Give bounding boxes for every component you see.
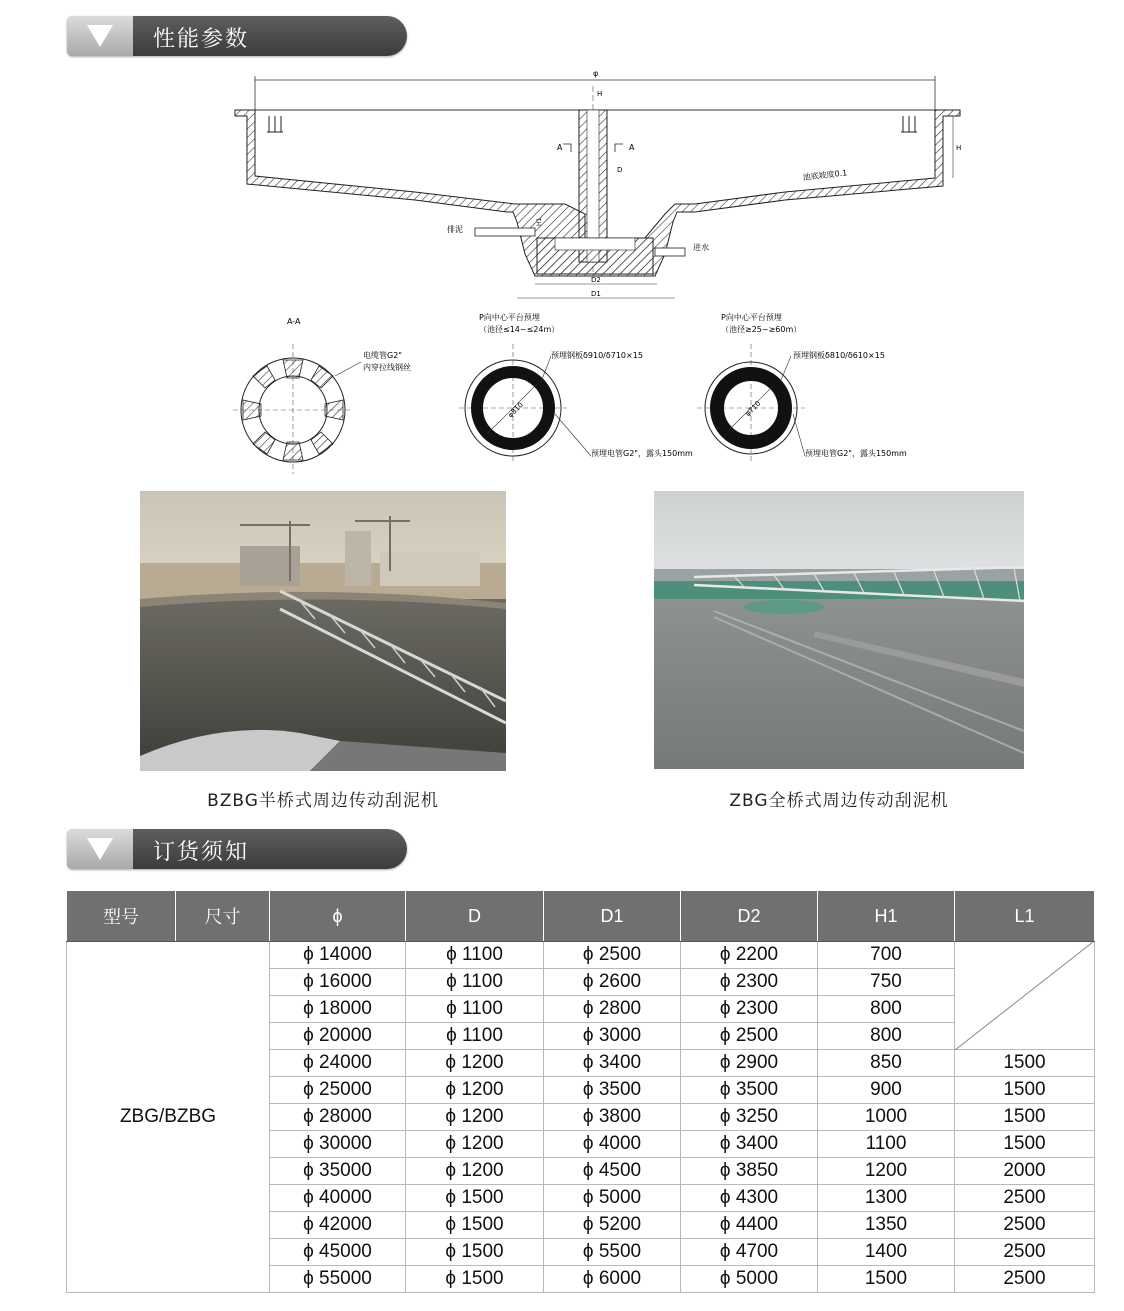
table-cell: 1350: [818, 1212, 955, 1239]
h1-label: H1: [536, 217, 543, 226]
header-size: 尺寸: [176, 891, 270, 942]
header-model: 型号: [67, 891, 176, 942]
table-cell: 2500: [955, 1239, 1095, 1266]
table-cell: ϕ 3800: [544, 1104, 681, 1131]
table-cell: 1100: [818, 1131, 955, 1158]
table-cell: ϕ 3400: [544, 1050, 681, 1077]
header-d: D: [406, 891, 544, 942]
table-cell: ϕ 1100: [406, 1023, 544, 1050]
table-cell: ϕ 1200: [406, 1077, 544, 1104]
triangle-down-icon: [87, 25, 113, 47]
table-cell: ϕ 1500: [406, 1212, 544, 1239]
table-cell: 750: [818, 969, 955, 996]
header-d1: D1: [544, 891, 681, 942]
d-mark-label: D: [617, 166, 623, 174]
table-cell: 2500: [955, 1185, 1095, 1212]
table-cell: ϕ 4500: [544, 1158, 681, 1185]
table-cell: 1200: [818, 1158, 955, 1185]
table-cell: 800: [818, 1023, 955, 1050]
section-header-performance: [67, 16, 407, 56]
table-cell: ϕ 4700: [681, 1239, 818, 1266]
table-cell: ϕ 24000: [270, 1050, 406, 1077]
table-cell: ϕ 2900: [681, 1050, 818, 1077]
table-cell: ϕ 1500: [406, 1185, 544, 1212]
table-cell: ϕ 1500: [406, 1266, 544, 1293]
table-cell: ϕ 1100: [406, 996, 544, 1023]
table-row: [67, 942, 1095, 969]
mid-title2: （池径≤14~≤24m）: [479, 325, 560, 334]
mid-title1: P向中心平台预埋: [479, 313, 540, 322]
table-cell: ϕ 5200: [544, 1212, 681, 1239]
table-cell: ϕ 4000: [544, 1131, 681, 1158]
table-cell: ϕ 4300: [681, 1185, 818, 1212]
outlet-label: 排泥: [447, 225, 463, 234]
table-cell: 2000: [955, 1158, 1095, 1185]
table-cell: ϕ 3250: [681, 1104, 818, 1131]
table-cell: ϕ 5500: [544, 1239, 681, 1266]
right-title2: （池径≥25~≥60m）: [721, 325, 802, 334]
caption-full-bridge: ZBG全桥式周边传动刮泥机: [729, 791, 949, 811]
table-cell: ϕ 30000: [270, 1131, 406, 1158]
table-cell: ϕ 5000: [544, 1185, 681, 1212]
table-cell: 1500: [955, 1131, 1095, 1158]
table-cell: ϕ 1200: [406, 1158, 544, 1185]
aa-note1: 电缆管G2": [363, 351, 402, 360]
table-cell: 1500: [955, 1050, 1095, 1077]
triangle-icon-box: [67, 16, 133, 56]
aa-note2: 内穿拉线钢丝: [363, 363, 411, 372]
mid-ring-drawing: [459, 344, 591, 464]
table-cell: 900: [818, 1077, 955, 1104]
right-note1: 预埋钢板δ810/δ610×15: [793, 351, 885, 360]
d2-label: D2: [591, 276, 601, 284]
table-cell: ϕ 3400: [681, 1131, 818, 1158]
table-cell: ϕ 55000: [270, 1266, 406, 1293]
caption-half-bridge: BZBG半桥式周边传动刮泥机: [207, 791, 439, 811]
table-cell: ϕ 2300: [681, 969, 818, 996]
table-cell: ϕ 2300: [681, 996, 818, 1023]
table-cell: ϕ 16000: [270, 969, 406, 996]
header-phi: ϕ: [270, 891, 406, 942]
triangle-down-icon: [87, 838, 113, 860]
dim-phi-label: φ: [593, 69, 599, 78]
table-cell: 700: [818, 942, 955, 969]
section-title-performance: 性能参数: [153, 27, 250, 52]
table-cell: ϕ 1500: [406, 1239, 544, 1266]
table-cell: ϕ 3000: [544, 1023, 681, 1050]
table-cell: ϕ 1200: [406, 1131, 544, 1158]
section-header-ordering: [67, 829, 407, 869]
right-title1: P向中心平台预埋: [721, 313, 782, 322]
table-cell: ϕ 28000: [270, 1104, 406, 1131]
table-cell: ϕ 45000: [270, 1239, 406, 1266]
d1-label: D1: [591, 290, 601, 298]
table-cell: 1300: [818, 1185, 955, 1212]
table-cell: 1500: [955, 1104, 1095, 1131]
table-cell: ϕ 25000: [270, 1077, 406, 1104]
table-cell: ϕ 2600: [544, 969, 681, 996]
table-cell: ϕ 2200: [681, 942, 818, 969]
mid-note2: 预埋电管G2"，露头150mm: [591, 449, 693, 458]
table-cell: 2500: [955, 1266, 1095, 1293]
dim-h-label: H: [956, 144, 962, 152]
a-left-label: A: [557, 143, 563, 152]
table-header-row: [67, 891, 1095, 942]
table-cell: 2500: [955, 1212, 1095, 1239]
table-cell: 1500: [818, 1266, 955, 1293]
table-cell: ϕ 6000: [544, 1266, 681, 1293]
table-cell: ϕ 4400: [681, 1212, 818, 1239]
table-cell: ϕ 2500: [544, 942, 681, 969]
section-aa-label: A-A: [287, 317, 301, 326]
order-table: [66, 890, 1095, 1293]
a-right-label: A: [629, 143, 635, 152]
table-cell: ϕ 14000: [270, 942, 406, 969]
table-cell: 1000: [818, 1104, 955, 1131]
table-cell: ϕ 1100: [406, 969, 544, 996]
table-cell: 1400: [818, 1239, 955, 1266]
model-cell: ZBG/BZBG: [67, 942, 270, 1293]
header-d2: D2: [681, 891, 818, 942]
table-cell: 800: [818, 996, 955, 1023]
diagonal-line: [955, 942, 1095, 1050]
table-cell: ϕ 1200: [406, 1050, 544, 1077]
table-cell: ϕ 35000: [270, 1158, 406, 1185]
section-aa-drawing: [233, 344, 361, 474]
mid-note1: 预埋钢板δ910/δ710×15: [551, 351, 643, 360]
table-cell: ϕ 20000: [270, 1023, 406, 1050]
slope-label: 池底坡度0.1: [802, 168, 848, 182]
section-title-ordering: 订货须知: [153, 840, 250, 865]
table-cell: 1500: [955, 1077, 1095, 1104]
table-cell: ϕ 42000: [270, 1212, 406, 1239]
table-cell: 850: [818, 1050, 955, 1077]
header-l1: L1: [955, 891, 1095, 942]
table-cell: ϕ 2500: [681, 1023, 818, 1050]
l1-empty-diagonal-cell: [955, 942, 1095, 1050]
table-cell: ϕ 3850: [681, 1158, 818, 1185]
table-cell: ϕ 18000: [270, 996, 406, 1023]
dim-p-label: H: [597, 90, 603, 98]
photo-full-bridge: [654, 491, 1024, 769]
table-cell: ϕ 1200: [406, 1104, 544, 1131]
right-note2: 预埋电管G2"，露头150mm: [805, 449, 907, 458]
triangle-icon-box: [67, 829, 133, 869]
table-cell: ϕ 40000: [270, 1185, 406, 1212]
table-cell: ϕ 3500: [544, 1077, 681, 1104]
table-cell: ϕ 1100: [406, 942, 544, 969]
inlet-label: 进水: [693, 243, 709, 252]
mid-dim: φ810: [506, 400, 525, 420]
table-cell: ϕ 5000: [681, 1266, 818, 1293]
right-dim: φ710: [743, 399, 763, 418]
table-cell: ϕ 2800: [544, 996, 681, 1023]
photo-half-bridge: [140, 491, 506, 771]
table-cell: ϕ 3500: [681, 1077, 818, 1104]
technical-drawing: [225, 66, 970, 486]
header-h1: H1: [818, 891, 955, 942]
